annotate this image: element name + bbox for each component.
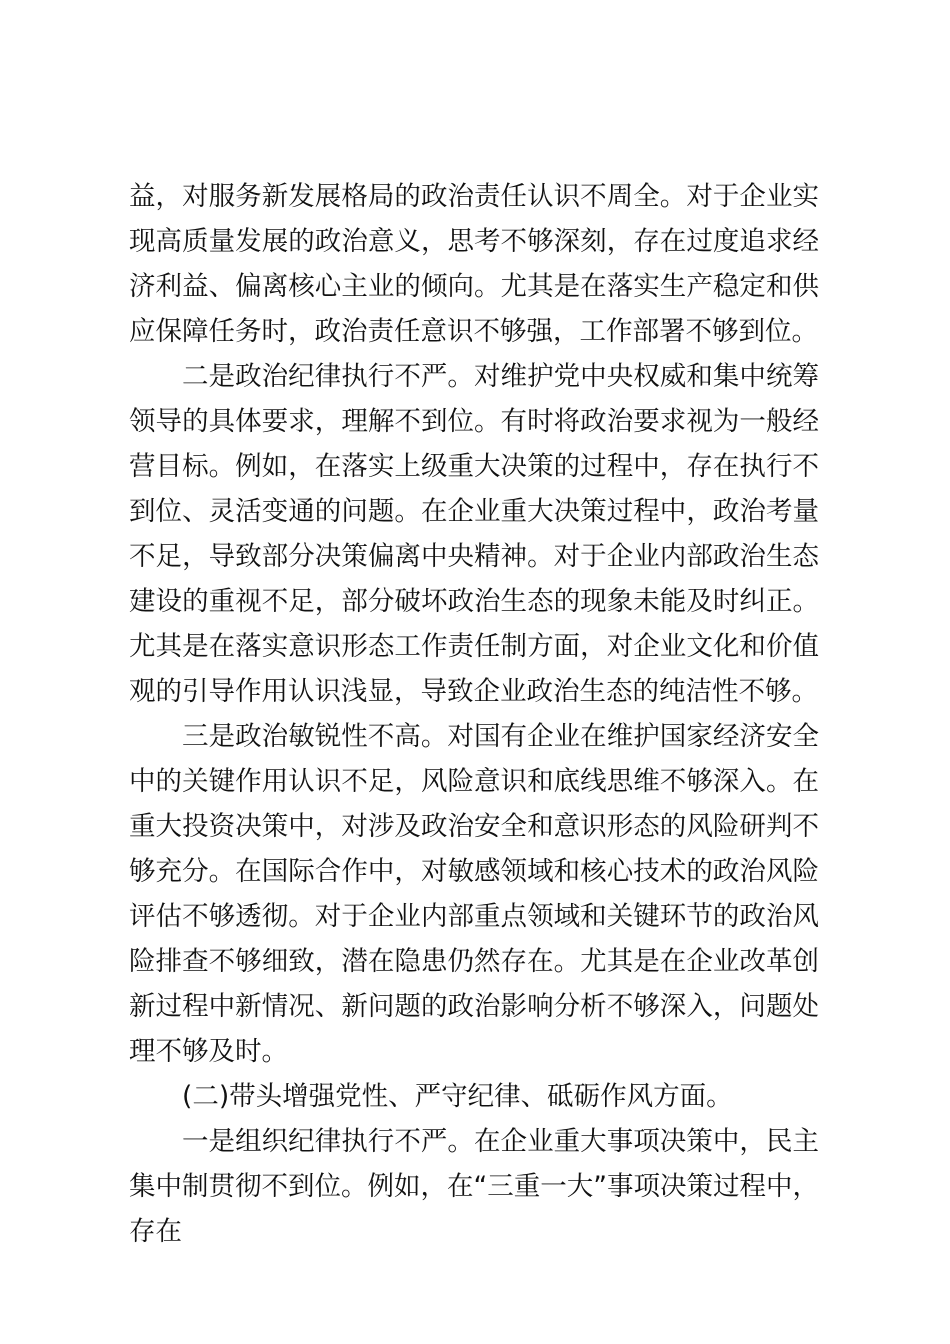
paragraph-1: 益，对服务新发展格局的政治责任认识不周全。对于企业实现高质量发展的政治意义，思考不够深刻，存在过度追求经济利益、偏离核心主业的倾向。尤其是在落实生产稳定和供应保障任务时，政治责任意识不够强，工作部署不够到位。 [129,181,819,347]
paragraph-4: 一是组织纪律执行不严。在企业重大事项决策中，民主集中制贯彻不到位。例如，在“三重一大”事项决策过程中，存在 [129,1126,819,1247]
paragraph-2: 二是政治纪律执行不严。对维护党中央权威和集中统筹领导的具体要求，理解不到位。有时将政治要求视为一般经营目标。例如，在落实上级重大决策的过程中，存在执行不到位、灵活变通的问题。在企业重大决策过程中，政治考量不足，导致部分决策偏离中央精神。对于企业内部政治生态建设的重视不足，部分破坏政治生态的现象未能及时纠正。尤其是在落实意识形态工作责任制方面，对企业文化和价值观的引导作用认识浅显，导致企业政治生态的纯洁性不够。 [129,361,819,707]
section-heading: (二)带头增强党性、严守纪律、砥砺作风方面。 [182,1081,733,1112]
document-body [129,174,819,1254]
paragraph-3: 三是政治敏锐性不高。对国有企业在维护国家经济安全中的关键作用认识不足，风险意识和底线思维不够深入。在重大投资决策中，对涉及政治安全和意识形态的风险研判不够充分。在国际合作中，对敏感领域和核心技术的政治风险评估不够透彻。对于企业内部重点领域和关键环节的政治风险排查不够细致，潜在隐患仍然存在。尤其是在企业改革创新过程中新情况、新问题的政治影响分析不够深入，问题处理不够及时。 [129,721,819,1067]
